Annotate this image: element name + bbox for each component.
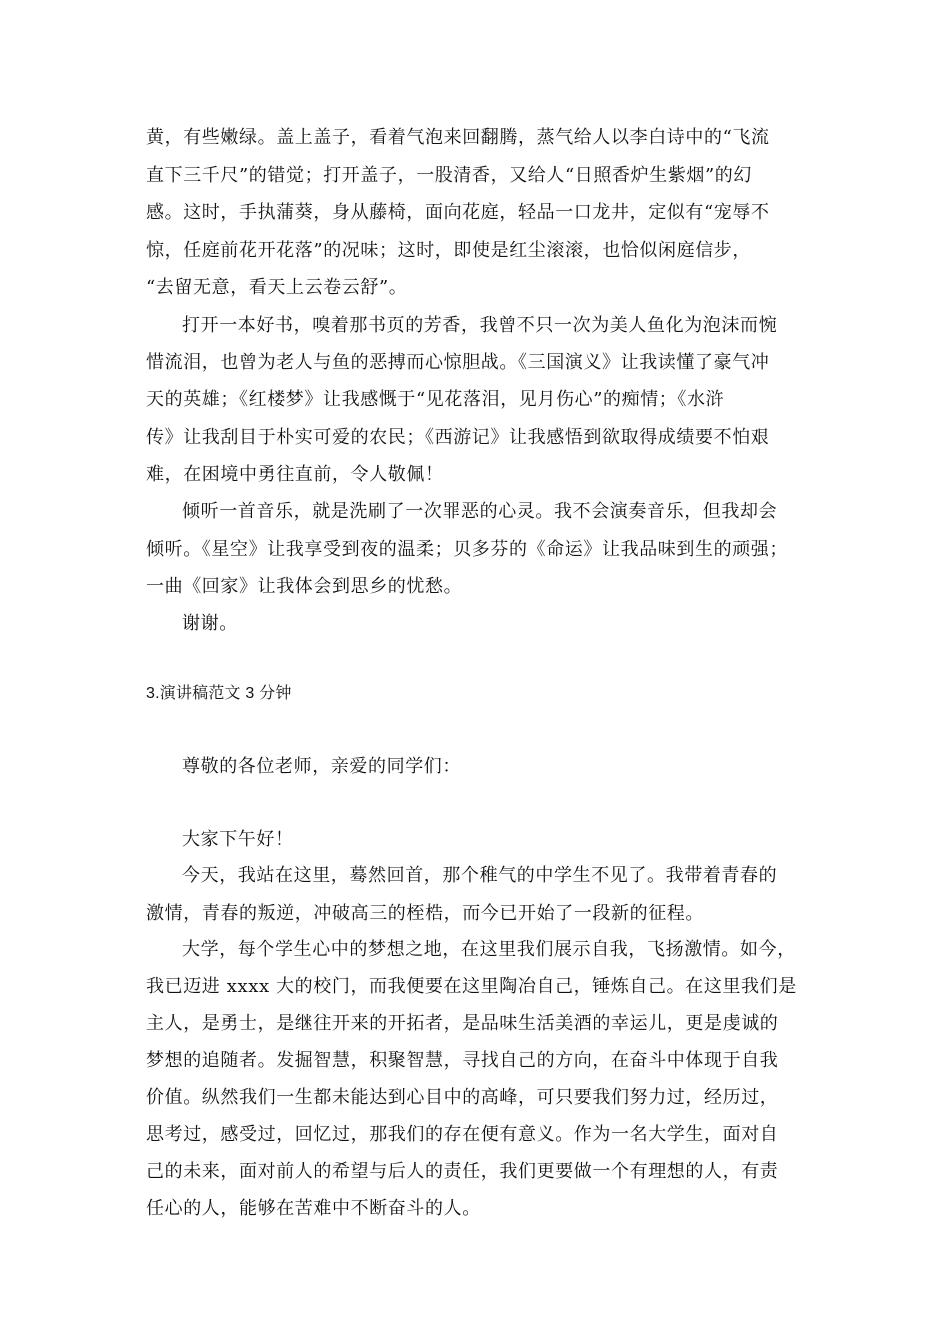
paragraph-line: 打开一本好书，嗅着那书页的芳香，我曾不只一次为美人鱼化为泡沫而惋	[182, 315, 778, 336]
paragraph-line: 激情，青春的叛逆，冲破高三的桎梏，而今已开始了一段新的征程。	[146, 903, 704, 924]
greeting: 大家下午好！	[182, 829, 294, 850]
paragraph-line: 倾听一首音乐，就是洗刷了一次罪恶的心灵。我不会演奏音乐，但我却会	[182, 501, 778, 522]
paragraph-line: 天的英雄；《红楼梦》让我感慨于“见花落泪，见月伤心”的痴情；《水浒	[146, 389, 725, 410]
closing-text: 谢谢。	[182, 613, 238, 634]
paragraph-line: “去留无意，看天上云卷云舒”。	[146, 277, 408, 298]
paragraph-line: 己的未来，面对前人的希望与后人的责任，我们更要做一个有理想的人，有责	[146, 1161, 779, 1182]
paragraph-line: 今天，我站在这里，蓦然回首，那个稚气的中学生不见了。我带着青春的	[182, 865, 778, 886]
paragraph-line: 一曲《回家》让我体会到思乡的忧愁。	[146, 576, 463, 597]
section-heading: 3.演讲稿范文 3 分钟	[146, 685, 292, 702]
paragraph-line: 直下三千尺”的错觉；打开盖子，一股清香，又给人“日照香炉生紫烟”的幻	[146, 165, 753, 186]
paragraph-line: 大学，每个学生心中的梦想之地，在这里我们展示自我，飞扬激情。如今，	[182, 939, 796, 960]
paragraph-line: 梦想的追随者。发掘智慧，积聚智慧，寻找自己的方向，在奋斗中体现于自我	[146, 1050, 779, 1071]
paragraph-line: 惊，任庭前花开花落”的况味；这时，即使是红尘滚滚，也恰似闲庭信步，	[146, 240, 751, 261]
paragraph-line: 价值。纵然我们一生都未能达到心目中的高峰，可只要我们努力过，经历过，	[146, 1087, 779, 1108]
paragraph-line: 主人，是勇士，是继往开来的开拓者，是品味生活美酒的幸运儿，更是虔诚的	[146, 1013, 779, 1034]
paragraph-line: 任心的人，能够在苦难中不断奋斗的人。	[146, 1198, 481, 1219]
paragraph-line: 倾听。《星空》让我享受到夜的温柔；贝多芬的《命运》让我品味到生的顽强；	[146, 539, 788, 560]
paragraph-line: 惜流泪，也曾为老人与鱼的恶搏而心惊胆战。《三国演义》让我读懂了豪气冲	[146, 352, 770, 373]
salutation: 尊敬的各位老师，亲爱的同学们：	[182, 756, 461, 777]
paragraph-line: 传》让我刮目于朴实可爱的农民；《西游记》让我感悟到欲取得成绩要不怕艰	[146, 427, 770, 448]
paragraph-line: 我已迈进 xxxx 大的校门，而我便要在这里陶冶自己，锤炼自己。在这里我们是	[146, 976, 797, 997]
paragraph-line: 黄，有些嫩绿。盖上盖子，看着气泡来回翻腾，蒸气给人以李白诗中的“飞流	[146, 127, 770, 148]
paragraph-line: 难，在困境中勇往直前，令人敬佩！	[146, 464, 444, 485]
paragraph-line: 感。这时，手执蒲葵，身从藤椅，面向花庭，轻品一口龙井，定似有“宠辱不	[146, 202, 770, 223]
paragraph-line: 思考过，感受过，回忆过，那我们的存在便有意义。作为一名大学生，面对自	[146, 1124, 779, 1145]
